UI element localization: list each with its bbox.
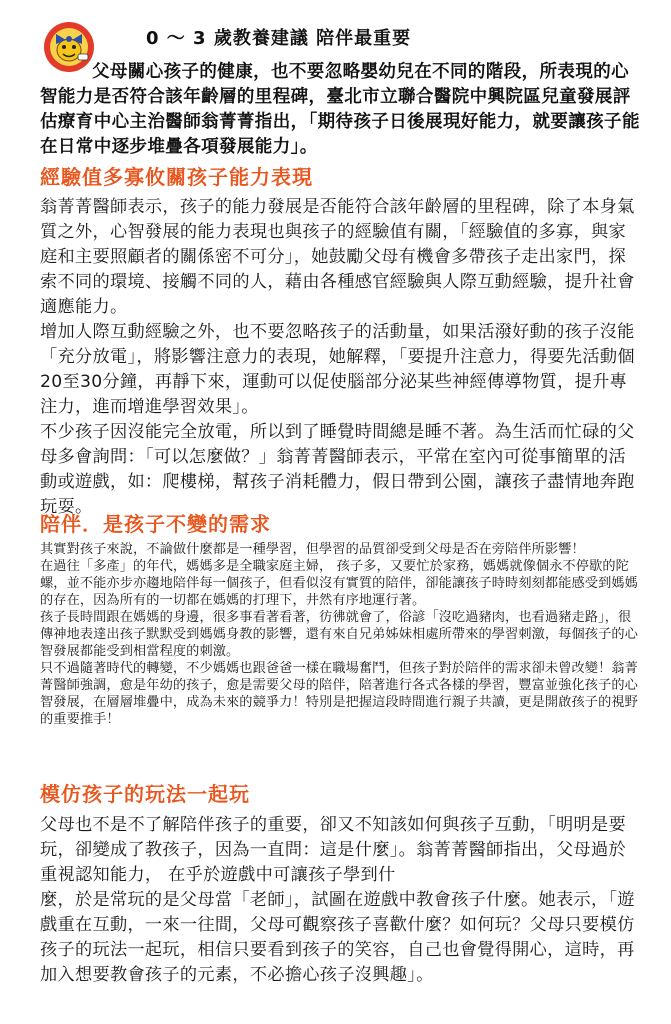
paragraph: 增加人際互動經驗之外，也不要忽略孩子的活動量，如果活潑好動的孩子沒能「充分放電」，將影響注意力的表現，她解釋，「要提升注意力，得要先活動個20至30分鐘，再靜下來，運動可以促使腦部分泌某些神經傳導物質，提升專注力，進而增進學習效果」。 bbox=[40, 322, 635, 417]
section-body-imitate-play bbox=[40, 813, 640, 988]
section-body-companionship bbox=[40, 541, 640, 728]
paragraph: 不少孩子因沒能完全放電，所以到了睡覺時間總是睡不著。為生活而忙碌的父母多會詢問：「可以怎麼做？」翁菁菁醫師表示，平常在室內可從事簡單的活動或遊戲，如：爬樓梯，幫孩子消耗體力，假日帶到公園，讓孩子盡情地奔跑玩耍。 bbox=[40, 422, 635, 517]
section-body-experience bbox=[40, 195, 640, 520]
paragraph: 只不過隨著時代的轉變，不少媽媽也跟爸爸一樣在職場奮鬥，但孩子對於陪伴的需求卻未曾改變！翁菁菁醫師強調，愈是年幼的孩子，愈是需要父母的陪伴，陪著進行各式各樣的學習，豐富並強化孩子的心智發展，在層層堆疊中，成為未來的競爭力！特別是把握這段時間進行親子共讀，更是開啟孩子的視野的重要推手！ bbox=[40, 661, 638, 727]
paragraph: 麼，於是常玩的是父母當「老師」，試圖在遊戲中教會孩子什麼。她表示，「遊戲重在互動，一來一往間，父母可觀察孩子喜歡什麼？如何玩？父母只要模仿孩子的玩法一起玩，相信只要看到孩子的笑容，自己也會覺得開心，這時，再加入想要教會孩子的元素，不必擔心孩子沒興趣」。 bbox=[40, 890, 635, 985]
section-heading-companionship: 陪伴．是孩子不變的需求 bbox=[40, 512, 271, 536]
intro-paragraph: 父母關心孩子的健康，也不要忽略嬰幼兒在不同的階段，所表現的心智能力是否符合該年齡層的里程碑，臺北市立聯合醫院中興院區兒童發展評估療育中心主治醫師翁菁菁指出，「期待孩子日後展現好能力，就要讓孩子能在日常中逐步堆疊各項發展能力」。 bbox=[40, 62, 640, 157]
section-heading-experience: 經驗值多寡攸關孩子能力表現 bbox=[40, 165, 313, 189]
paragraph: 翁菁菁醫師表示，孩子的能力發展是否能符合該年齡層的里程碑，除了本身氣質之外，心智發展的能力表現也與孩子的經驗值有關，「經驗值的多寡，與家庭和主要照顧者的關係密不可分」，她鼓勵父母有機會多帶孩子走出家門，探索不同的環境、接觸不同的人，藉由各種感官經驗與人際互動經驗，提升社會適應能力。 bbox=[40, 197, 635, 317]
paragraph: 在過往「多產」的年代，媽媽多是全職家庭主婦， 孩子多，又要忙於家務，媽媽就像個永不停歇的陀螺，並不能亦步亦趨地陪伴每一個孩子，但看似沒有實質的陪伴，卻能讓孩子時時刻刻都能感受到媽媽的存在，因為所有的一切都在媽媽的打理下，井然有序地運行著。 bbox=[40, 559, 638, 608]
paragraph: 孩子長時間跟在媽媽的身邊，很多事看著看著，彷彿就會了，俗諺「沒吃過豬肉，也看過豬走路」，很傳神地表達出孩子默默受到媽媽身教的影響，還有來自兄弟姊妹相處所帶來的學習刺激，每個孩子的心智發展都能受到相當程度的刺激。 bbox=[40, 610, 638, 659]
section-heading-imitate-play: 模仿孩子的玩法一起玩 bbox=[40, 782, 250, 806]
paragraph: 其實對孩子來說，不論做什麼都是一種學習，但學習的品質卻受到父母是否在旁陪伴所影響！ bbox=[40, 542, 585, 557]
page-title: 0 ～ 3 歲教養建議 陪伴最重要 bbox=[146, 28, 412, 49]
paragraph: 父母也不是不了解陪伴孩子的重要，卻又不知該如何與孩子互動，「明明是要玩，卻變成了教孩子，因為一直問：這是什麼」。翁菁菁醫師指出，父母過於重視認知能力， 在乎於遊戲中可讓孩子學到什 bbox=[40, 815, 626, 885]
